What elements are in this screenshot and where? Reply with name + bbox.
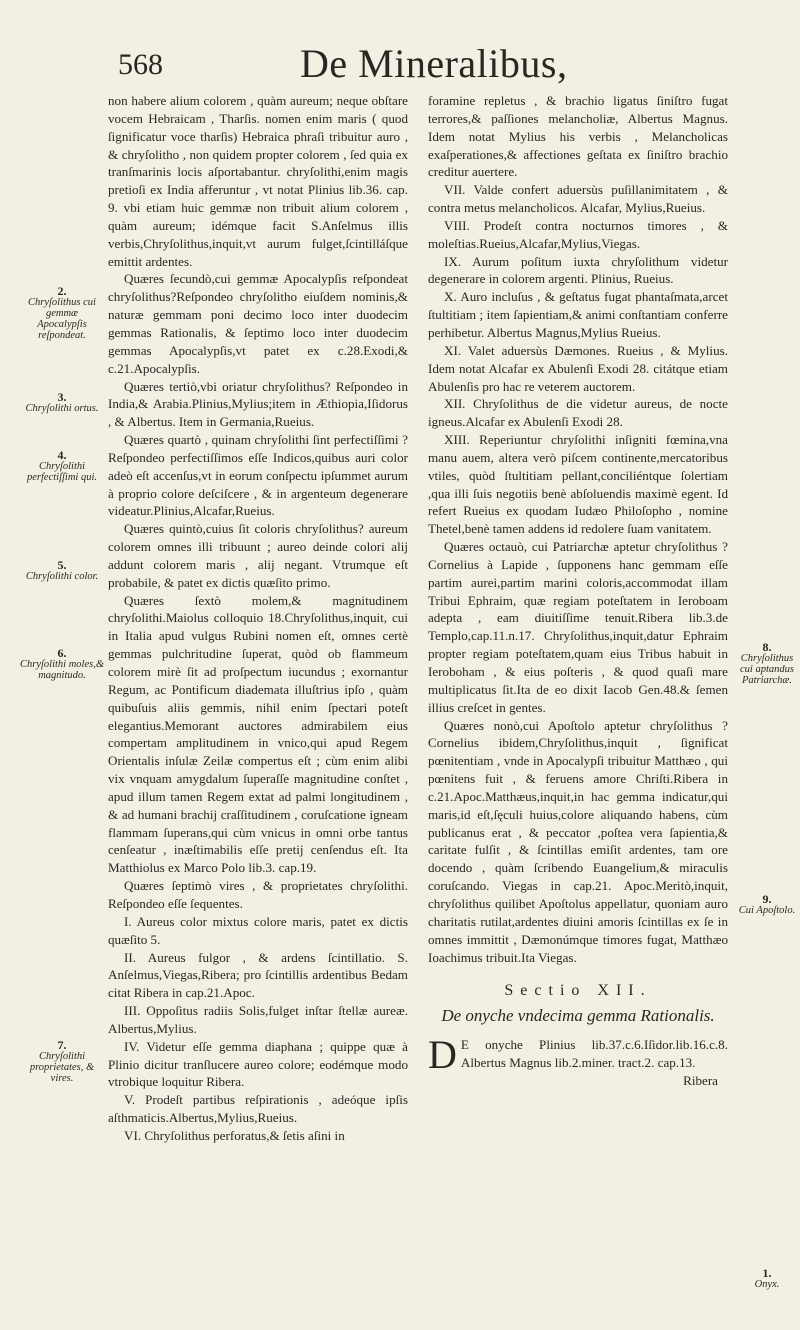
margin-note-text: Chryſolithi perfectiſſimi qui. xyxy=(27,461,97,483)
margin-note-number: 5. xyxy=(57,558,67,572)
paragraph: XI. Valet aduersùs Dæmones. Rueius , & Mylius. Idem notat Alcafar ex Abulenſi Exodi 28. citátque etiam Abulenſis pro hac re veterem auctorem. xyxy=(428,342,728,394)
margin-note xyxy=(737,894,797,916)
paragraph: V. Prodeſt partibus reſpirationis , adeóque ipſis aſthmaticis.Albertus,Mylius,Rueius. xyxy=(108,1092,408,1126)
margin-note xyxy=(737,1268,797,1290)
margin-note-text: Chryſolithi moles,& magnitudo. xyxy=(20,659,104,681)
paragraph: foramine repletus , & brachio ligatus ſiniſtro fugat terrores,& paſſiones melancholiæ, Albertus Magnus. Idem notat Mylius his verbis , Melancholicas exaſperationes,& affectiones geſtata ex ſiniſtro brachio creditur auertere. xyxy=(428,93,728,180)
margin-note-number: 4. xyxy=(57,448,67,462)
paragraph: Quæres octauò, cui Patriarchæ aptetur chryſolithus ? Cornelius à Lapide , ſupponens hanc gemmam eſſe partim aurei,partim marini coloris,accommodat illam Tribui Ephraim, quæ regiam poteſtatem in Ieroboam adepta , eam diuitiſſime tenuit.Ribera lib.3.de Templo,cap.11.n.17. Chryſolithus,inquit,datur Ephraim propter regiam poteſtatem,quam eius Tribus habuit in Ieroboham , & eius poſteris , & quod quaſi mare multiplicatus ſit.Ita de eo dixit Iacob Gen.48.& ſemen illius creſcet in gentes. xyxy=(428,539,728,715)
paragraph: Quæres ſextò molem,& magnitudinem chryſolithi.Maiolus colloquio 18.Chryſolithus,inquit, cui in Italia apud vulgus Rubini nomen eſt, omnes certè gemmas pulchritudine ſuperat, quòd ob flammeum colorem mirè ſit ad proſpectum iucundus ; exornantur Regum, ac Pontificum diademata illuſtrius ipſo , quàm quibuſuis aliis gemmis, nihil enim ſpectari poteſt elegantius.Memorant auctores admirabilem eius compertam amplitudinem in vnico,qui apud Regem Orientalis inſulæ Zeilæ compertus eſt ; cùm enim alibi vix vnquam amygdalum ſuperaſſe magnitudine conſtet , apud illum tamen Regem extat ad palmi longitudinem , & ad humani brachij craſſitudinem , coruſcatione igneam flammam ſuperans,qui cùm vnicus in omni orbe tantus cenſeatur , inæſtimabilis eſſe pretij cenſendus eſt. Ita Matthiolus ex Marco Polo lib.3. cap.19. xyxy=(108,592,408,876)
paragraph: IV. Videtur eſſe gemma diaphana ; quippe quæ à Plinio dicitur tranſlucere aureo colore; eodémque modo vtrobique loquitur Ribera. xyxy=(108,1038,408,1090)
margin-note-text: Onyx. xyxy=(754,1279,780,1290)
margin-note-text: Chryſolithi proprietates, & vires. xyxy=(29,1051,95,1084)
paragraph: VI. Chryſolithus perforatus,& ſetis aſini in xyxy=(124,1127,345,1143)
margin-note-number: 7. xyxy=(57,1038,67,1052)
catchword: Ribera xyxy=(683,1072,718,1088)
paragraph: I. Aureus color mixtus colore maris, patet ex dictis quæſito 5. xyxy=(108,913,408,947)
margin-note xyxy=(20,450,104,483)
margin-note-number: 2. xyxy=(57,284,67,298)
margin-note-text: Chryſolithus cui gemmæ Apocalypſis reſpondeat. xyxy=(28,297,96,341)
section-title: De onyche vndecima gemma Rationalis. xyxy=(441,1006,715,1026)
right-column xyxy=(428,92,728,1090)
margin-note-number: 8. xyxy=(762,640,772,654)
margin-note xyxy=(20,648,104,681)
paragraph: XII. Chryſolithus de die videtur aureus, de nocte igneus.Alcafar ex Abulenſi Exodi 28. xyxy=(428,396,728,430)
margin-note-number: 9. xyxy=(762,892,772,906)
onyx-paragraph-text: E onyche Plinius lib.37.c.6.Iſidor.lib.16.c.8. Albertus Magnus lib.2.miner. tract.2. cap.13. xyxy=(460,1037,728,1071)
paragraph: X. Auro incluſus , & geſtatus fugat phantaſmata,arcet ſtultitiam ; item ſapientiam,& animi conſtantiam conferre perhibetur. Albertus Magnus,Mylius Rueius. xyxy=(428,289,728,340)
paragraph: Quæres ſecundò,cui gemmæ Apocalypſis reſpondeat chryſolithus?Reſpondeo chryſolitho eiuſdem nominis,& naturæ gemmam poni decimo loco inter duodecim gemmas Rationalis, & ſeptimo loco inter duodecim gemmas Apocalypſis,vt patet ex c.28.Exodi,& c.21.Apocalypſis. xyxy=(108,271,408,376)
margin-note-number: 3. xyxy=(57,390,67,404)
margin-note xyxy=(20,1040,104,1084)
paragraph: Quæres quintò,cuius ſit coloris chryſolithus? aureum colorem omnes illi tribuunt ; aureo deinde colori alij addunt colorem maris , alij negant. Vtrumque eſt probabile, & patet ex dictis quæſito primo. xyxy=(108,521,408,590)
margin-note xyxy=(737,642,797,686)
paragraph: Quæres tertiò,vbi oriatur chryſolithus? Reſpondeo in India,& Arabia.Plinius,Mylius;item in Æthiopia,Iſidorus , & Albertus. Item in Germania,Rueius. xyxy=(108,378,408,430)
paragraph: Quæres nonò,cui Apoſtolo aptetur chryſolithus ? Cornelius ibidem,Chryſolithus,inquit , ſignificat pœnitentiam , vnde in Apocalypſi tribuitur Matthæo , qui pœnitens fuit , & feruens amore Chriſti.Ribera in c.21.Apoc.Matthæus,inquit,in hac gemma indicatur,qui maris,id eſt,ſęculi huius,colore aliquando habens, cùm publicanus erat , & peccator ,poſtea vera ſapientia,& caritate fulſit , & ſcintillas emiſit ardentes, tam ore docendo , quàm ſcribendo Euangelium,& miraculis coruſcando. Viegas in cap.21. Apoc.Meritò,inquit, chryſolithus quilibet Apoſtolus appellatur, quoniam auro charitatis rutilat,ardentes diuini amoris ſcintillas ex ſe in omnes immittit , Dæmonúmque timores fugat, Matthæo Ioachimus tribuit.Ita Viegas. xyxy=(428,717,728,965)
margin-note xyxy=(20,392,104,414)
section-heading: Sectio XII. xyxy=(504,982,652,1000)
paragraph: non habere alium colorem , quàm aureum; neque obſtare vocem Hebraicam , Tharſis. nomen enim maris ( quod ſignificatur voce tharſis) Hebraica phraſi tribuitur auro , & chryſolitho , non quidem propter colorem , ſed quia ex tranſmarinis locis aſportabantur. chryſolithi,enim magis pretioſi ex India afferuntur , vt notat Plinius lib.36. cap. 9. vbi etiam huic gemmæ non tribuit alium colorem , quàm aureum; idémque facit S.Anſelmus illis verbis,Chryſolithus,inquit,vt aurum fulget,ſcintilláſque emittit ardentes. xyxy=(108,93,408,269)
margin-note-text: Cui Apoſtolo. xyxy=(738,905,796,916)
left-column xyxy=(108,92,408,1145)
paragraph: XIII. Reperiuntur chryſolithi inſigniti fœmina,vna manu auem, altera verò piſcem continente,mercatoribus vtiles, quòd ſtultitiam pellant,conciliéntque ſolertiam ,qua illi ſuis negotiis benè abſoluendis maximè egent. Id refert Rueius ex quodam Iudæo Philoſopho , nomine Thetel,benè tamen addens id redolere ſuam vanitatem. xyxy=(428,432,728,537)
paragraph: VII. Valde confert aduersùs puſillanimitatem , & contra metus melancholicos. Alcafar, Mylius,Rueius. xyxy=(428,182,728,216)
margin-note xyxy=(20,286,104,341)
margin-note-text: Chryſolithus cui aptandus Patriarchæ. xyxy=(740,653,794,686)
paragraph: IX. Aurum poſitum iuxta chryſolithum videtur degenerare in colorem argenti. Plinius, Rueius. xyxy=(428,253,728,287)
paragraph: Quæres quartò , quinam chryſolithi ſint perfectiſſimi ? Reſpondeo perfectiſſimos eſſe Indicos,quibus auri color adeò eſt accenſus,vt in eorum conſpectu ipſummet aurum à proprio colore deſciſcere , & in argenteum degenerare videatur.Plinius,Alcafar,Rueius. xyxy=(108,432,408,519)
margin-note xyxy=(20,560,104,582)
drop-cap: D xyxy=(428,1032,457,1078)
paragraph: VIII. Prodeſt contra nocturnos timores , & moleſtias.Rueius,Alcafar,Mylius,Viegas. xyxy=(428,217,728,251)
margin-note-number: 6. xyxy=(57,646,67,660)
paragraph: III. Oppoſitus radiis Solis,fulget inſtar ſtellæ aureæ. Albertus,Mylius. xyxy=(108,1003,408,1036)
paragraph: II. Aureus fulgor , & ardens ſcintillatio. S. Anſelmus,Viegas,Ribera; pro ſcintillis ardentibus Bedam citat Ribera in cap.21.Apoc. xyxy=(108,949,408,1001)
paragraph xyxy=(428,1032,728,1078)
margin-note-number: 1. xyxy=(762,1266,772,1280)
margin-note-text: Chryſolithi ortus. xyxy=(25,403,99,414)
paragraph: Quæres ſeptimò vires , & proprietates chryſolithi. Reſpondeo eſſe ſequentes. xyxy=(108,878,408,911)
running-title: De Mineralibus, xyxy=(300,41,568,86)
page-number: 568 xyxy=(118,48,163,81)
margin-note-text: Chryſolithi color. xyxy=(25,571,99,582)
